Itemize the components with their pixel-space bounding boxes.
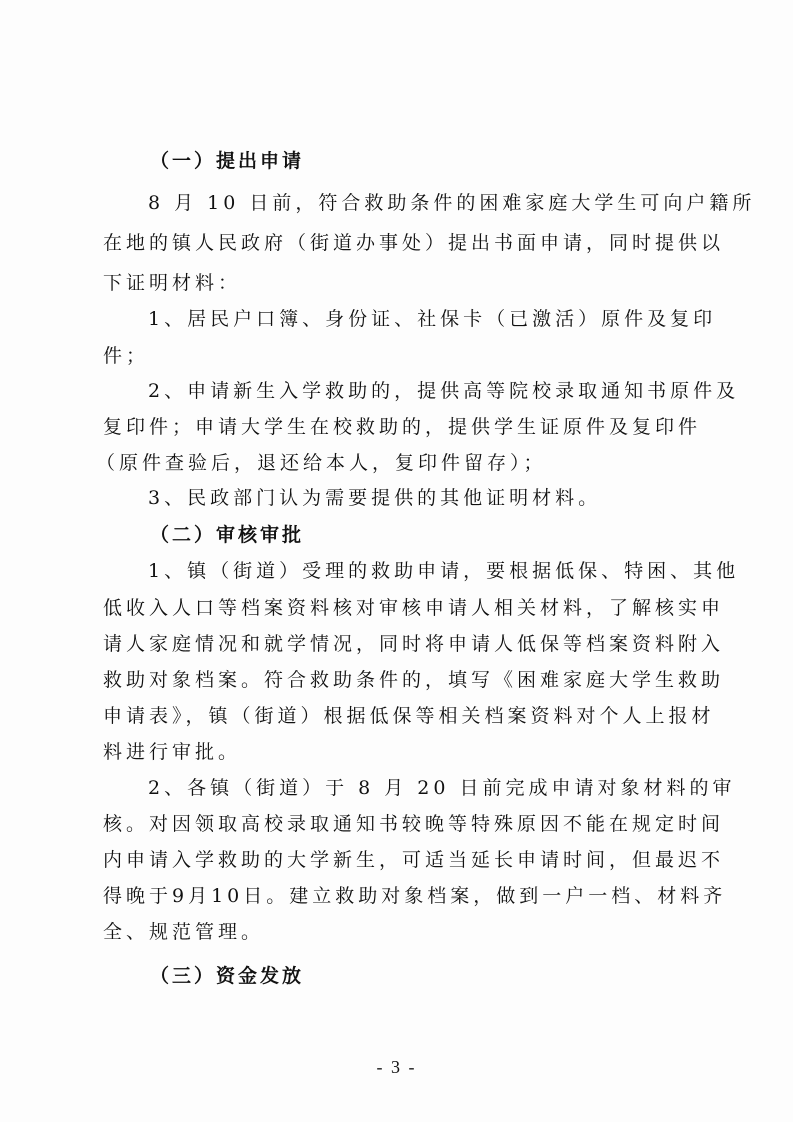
paragraph-line: 件； — [103, 345, 150, 367]
paragraph-line: 1、居民户口簿、身份证、社保卡（已激活）原件及复印 — [148, 308, 717, 330]
paragraph-line: 核。对因领取高校录取通知书较晚等特殊原因不能在规定时间 — [103, 813, 725, 835]
section-heading-3: （三）资金发放 — [150, 965, 305, 987]
paragraph-line: 救助对象档案。符合救助条件的，填写《困难家庭大学生救助 — [103, 669, 725, 691]
paragraph-line: 8 月 10 日前，符合救助条件的困难家庭大学生可向户籍所 — [148, 192, 756, 214]
paragraph-line: 3、民政部门认为需要提供的其他证明材料。 — [148, 487, 602, 509]
paragraph-line: 全、规范管理。 — [103, 921, 265, 943]
paragraph-line: 申请表》，镇（街道）根据低保等相关档案资料对个人上报材 — [103, 705, 715, 727]
paragraph-line: 2、申请新生入学救助的，提供高等院校录取通知书原件及 — [148, 380, 740, 402]
paragraph-line: 1、镇（街道）受理的救助申请，要根据低保、特困、其他 — [148, 560, 740, 582]
paragraph-line: 内申请入学救助的大学新生，可适当延长申请时间，但最迟不 — [103, 849, 725, 871]
section-heading-2: （二）审核审批 — [150, 524, 305, 546]
paragraph-line: 下证明材料： — [103, 272, 242, 294]
paragraph-line: （原件查验后，退还给本人，复印件留存）； — [96, 452, 547, 474]
paragraph-line: 2、各镇（街道）于 8 月 20 日前完成申请对象材料的审 — [148, 777, 736, 799]
paragraph-line: 低收入人口等档案资料核对审核申请人相关材料，了解核实申 — [103, 597, 725, 619]
page-number: - 3 - — [376, 1057, 417, 1077]
paragraph-line: 请人家庭情况和就学情况，同时将申请人低保等档案资料附入 — [103, 633, 725, 655]
paragraph-line: 料进行审批。 — [103, 741, 242, 763]
paragraph-line: 在地的镇人民政府（街道办事处）提出书面申请，同时提供以 — [103, 232, 725, 254]
paragraph-line: 得晚于9月10日。建立救助对象档案，做到一户一档、材料齐 — [103, 885, 727, 907]
paragraph-line: 复印件；申请大学生在校救助的，提供学生证原件及复印件 — [103, 416, 702, 438]
section-heading-1: （一）提出申请 — [150, 150, 305, 172]
